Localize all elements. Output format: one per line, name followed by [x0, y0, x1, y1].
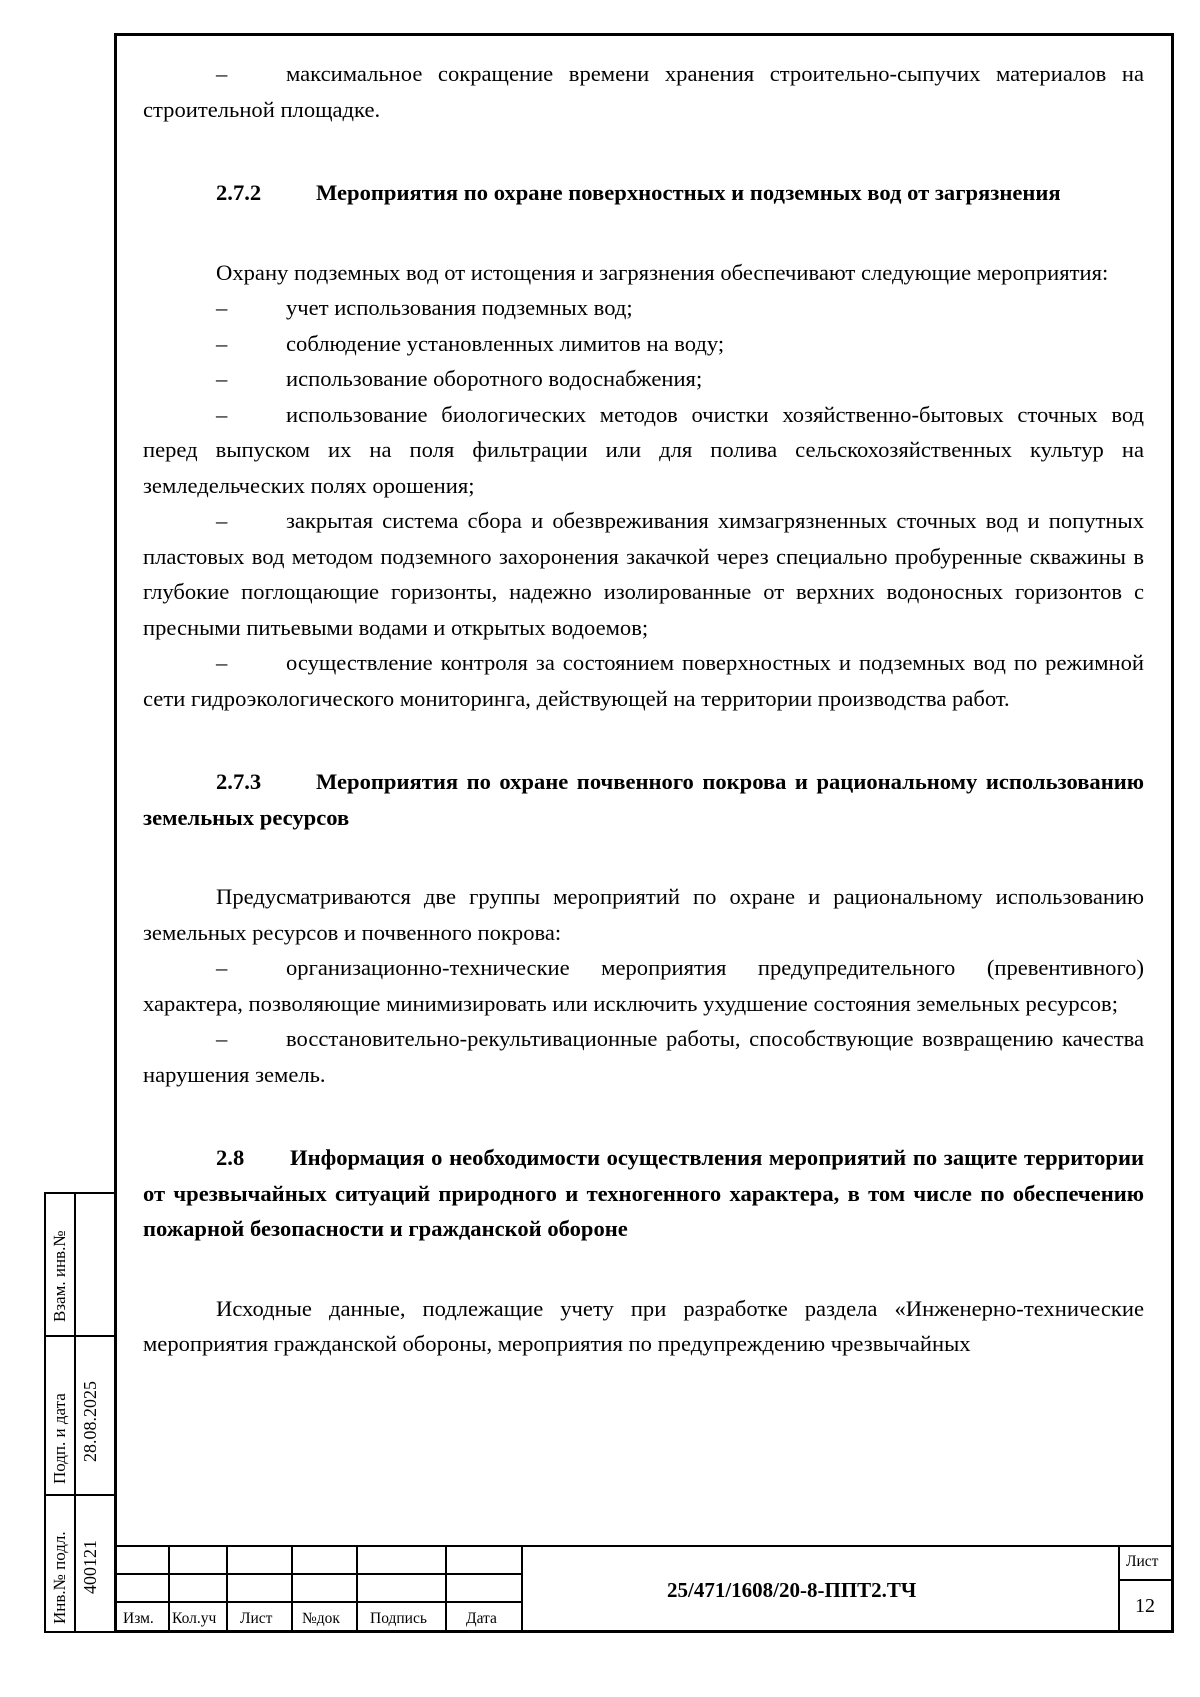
- section-heading-2-7-2: 2.7.2 Мероприятия по охране поверхностных и подземных вод от загрязнения: [216, 180, 1061, 205]
- col-podpis: Подпись: [370, 1610, 427, 1627]
- list-dash: –: [216, 61, 228, 86]
- list-item: – восстановительно-рекультивационные работы, способствующие возвращению качества нарушения земель.: [143, 1026, 1144, 1087]
- podp-label: Подп. и дата: [50, 1393, 69, 1484]
- sheet-label: Лист: [1126, 1553, 1159, 1570]
- document-body: [143, 56, 1144, 1362]
- inv-label: Инв.№ подл.: [50, 1531, 69, 1624]
- side-stamp: [44, 1192, 114, 1633]
- list-item: – соблюдение установленных лимитов на воду;: [216, 330, 725, 356]
- list-item: – использование оборотного водоснабжения;: [216, 366, 703, 391]
- col-ndok: №док: [302, 1610, 340, 1627]
- vzam-label: Взам. инв.№: [50, 1230, 69, 1322]
- list-item: – осуществление контроля за состоянием поверхностных и подземных вод по режимной сети гидроэкологического мониторинга, действующей на территории производства работ.: [143, 650, 1144, 711]
- col-list: Лист: [240, 1610, 273, 1627]
- list-item: – максимальное сокращение времени хранения строительно-сыпучих материалов на строительной площадке.: [143, 56, 1144, 127]
- col-data: Дата: [466, 1610, 497, 1627]
- list-item: – организационно-технические мероприятия предупредительного (превентивного) характера, позволяющие минимизировать или исключить ухудшение состояния земельных ресурсов;: [143, 955, 1144, 1016]
- title-block: [114, 1545, 1174, 1633]
- list-item: – учет использования подземных вод;: [216, 295, 633, 320]
- inv-value: 400121: [80, 1540, 100, 1594]
- paragraph: Исходные данные, подлежащие учету при разработке раздела «Инженерно-технические мероприятия гражданской обороны, мероприятия по предупреждению чрезвычайных: [143, 1295, 1144, 1356]
- col-kol-uch: Кол.уч: [172, 1610, 217, 1627]
- paragraph: Охрану подземных вод от истощения и загрязнения обеспечивают следующие мероприятия:: [216, 259, 1109, 285]
- paragraph: Предусматриваются две группы мероприятий по охране и рациональному использованию земельных ресурсов и почвенного покрова:: [143, 884, 1144, 945]
- list-item: – закрытая система сбора и обезвреживания химзагрязненных сточных вод и попутных пластовых вод методом подземного захоронения закачкой через специально пробуренные скважины в глубокие поглощающие горизонты, надежно изолированные от верхних водоносных горизонтов с пресными питьевыми водами и открытых водоемов;: [143, 508, 1144, 640]
- podp-date: 28.08.2025: [80, 1381, 100, 1462]
- list-item: – использование биологических методов очистки хозяйственно-бытовых сточных вод перед выпуском их на поля фильтрации или для полива сельскохозяйственных культур на земледельческих полях орошения;: [143, 401, 1144, 498]
- section-heading-2-8: 2.8 Информация о необходимости осуществления мероприятий по защите территории от чрезвычайных ситуаций природного и техногенного характера, в том числе по обеспечению пожарной безопасности и гражданской обороне: [143, 1145, 1144, 1241]
- col-izm: Изм.: [123, 1610, 154, 1627]
- document-code: 25/471/1608/20-8-ППТ2.ТЧ: [667, 1578, 917, 1602]
- sheet-number: 12: [1135, 1595, 1155, 1617]
- section-heading-2-7-3: 2.7.3 Мероприятия по охране почвенного покрова и рациональному использованию земельных ресурсов: [143, 769, 1144, 830]
